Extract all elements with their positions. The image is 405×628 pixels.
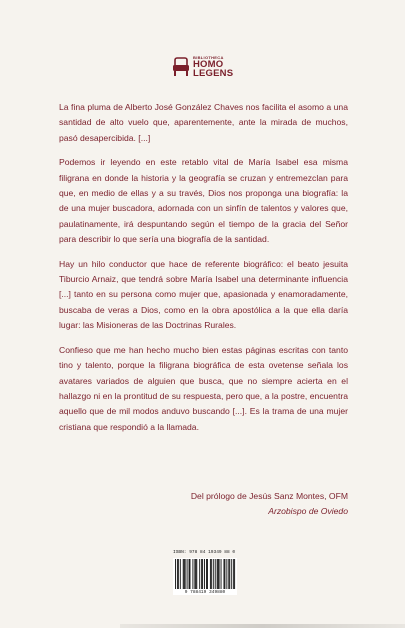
barcode [173,558,237,592]
barcode-bar [234,559,235,589]
barcode-bar [204,559,205,589]
barcode-bar [184,559,185,589]
barcode-bar [228,559,229,589]
barcode-bar [217,559,218,589]
barcode-bar [196,559,197,589]
logo-line-1: HOMO [193,58,224,70]
barcode-bar [226,559,227,589]
logo-small-text: BIBLIOTHECA [193,54,224,60]
isbn-label: ISBN: 978 84 19349 88 0 [173,550,236,555]
back-cover-text [59,100,348,444]
logo-wordmark [193,56,233,79]
paragraph: Hay un hilo conductor que hace de referente biográfico: el beato jesuita Tiburcio Arnaiz, que tendrá sobre María Isabel una determinante influencia [...] tanto en su persona como mujer que, apasionada y enamoradamente, buscaba de veras a Dios, como en la obra apostólica a la que ella daría lugar: las Misioneras de las Doctrinas Rurales. [59,258,348,331]
paragraph: La fina pluma de Alberto José González Chaves nos facilita el asomo a una santidad de alto vuelo que, aparentemente, ante la mirada de muchos, pasó desapercibida. [...] [59,102,348,143]
barcode-bar [219,559,220,589]
barcode-bar [180,559,181,589]
barcode-bar [224,559,225,589]
barcode-bar [207,559,208,589]
barcode-digits: 9 788419 349880 [173,590,237,595]
barcode-bar [233,559,234,589]
barcode-bar [201,559,202,589]
publisher-logo [172,54,236,80]
armchair-icon [172,56,190,78]
barcode-bar [211,559,212,589]
barcode-bar [185,559,186,589]
page-edge [120,624,405,628]
barcode-bar [177,559,178,589]
barcode-bar [187,559,188,589]
barcode-bar [224,559,225,589]
barcode-bar [206,559,207,589]
barcode-bar [189,559,190,589]
logo-line-2: LEGENS [193,68,234,79]
barcode-bar [178,559,179,589]
paragraph: Confieso que me han hecho mucho bien estas páginas escritas con tanto tino y talento, porque la filigrana biográfica de esta ovetense señala los avatares variados de alguien que busca, que no siempre acierta en el hallazgo ni en la prontitud de su respuesta, pero que, a la postre, encuentra aquello que de mil modos anduvo buscando [...]. Es la trama de una mujer cristiana que respondió a la llamada. [59,344,348,432]
barcode-bar [210,559,211,589]
barcode-bar [175,559,176,589]
barcode-bar [215,559,216,589]
barcode-bar [192,559,193,589]
barcode-bar [229,559,230,589]
barcode-bar [194,559,195,589]
barcode-bar [183,559,184,589]
barcode-bar [221,559,222,589]
barcode-bar [195,559,196,589]
barcode-bar [199,559,200,589]
barcode-bar [218,559,219,589]
barcode-bar [190,559,191,589]
barcode-bar [202,559,203,589]
signature [191,489,348,520]
signature-source: Del prólogo de Jesús Sanz Montes, OFM [190,491,348,501]
signature-title: Arzobispo de Oviedo [268,506,348,517]
barcode-bar [231,559,232,589]
barcode-bar [213,559,214,589]
barcode-bars [173,558,237,590]
paragraph: Podemos ir leyendo en este retablo vital de María Isabel esa misma filigrana en donde la historia y la geografía se cruzan y entremezclan para que, en medio de ellas y a su través, Dios nos proponga una biografía: la de una mujer buscadora, adornada con un sinfín de talentos y valores que, paulatinamente, irá despuntando según el tiempo de la gracia del Señor para describir lo que sería una biografía de la santidad. [59,157,348,245]
